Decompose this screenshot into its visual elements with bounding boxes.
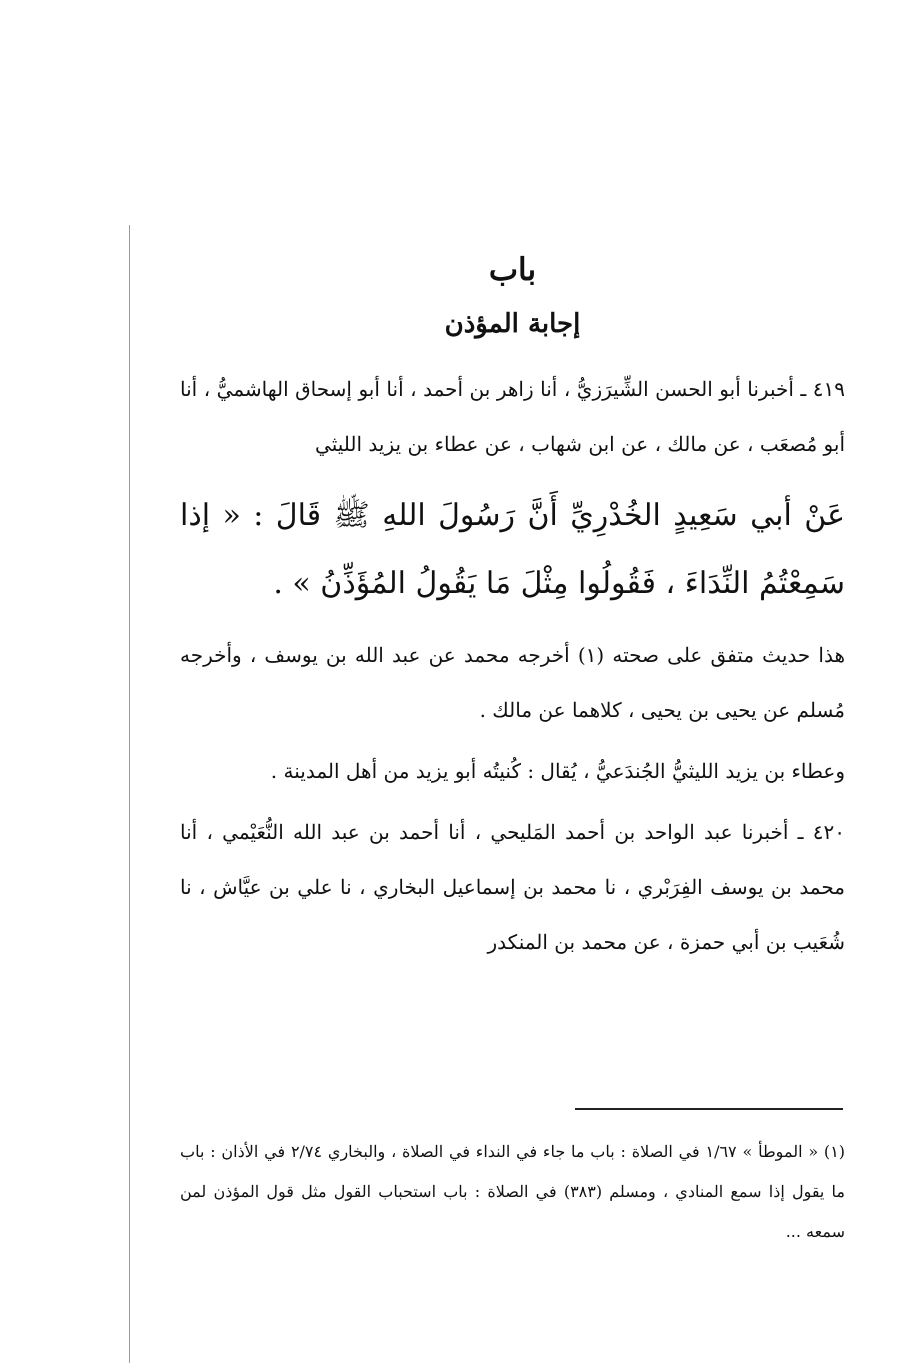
chapter-heading: باب <box>488 252 537 288</box>
hadith-text-419: عَنْ أبي سَعِيدٍ الخُدْرِيِّ أَنَّ رَسُولَ اللهِ ﷺ قَالَ : « إذا سَمِعْتُمُ النِّدَاءَ ، فَقُولُوا مِثْلَ مَا يَقُولُ المُؤَذِّنُ » . <box>180 498 845 601</box>
footnotes <box>180 1132 845 1252</box>
footnote-1: (١) « الموطأ » ١/٦٧ في الصلاة : باب ما جاء في النداء في الصلاة ، والبخاري ٢/٧٤ في الأذان : باب ما يقول إذا سمع المنادي ، ومسلم (٣٨٣) في الصلاة : باب استحباب القول مثل قول المؤذن لمن سمعه ... <box>180 1142 846 1241</box>
page-body <box>180 250 845 970</box>
commentary-paragraph-2: وعطاء بن يزيد الليثيُّ الجُندَعيُّ ، يُقال : كُنيتُه أبو يزيد من أهل المدينة . <box>270 759 845 783</box>
chapter-title: إجابة المؤذن <box>444 309 581 339</box>
isnad-420: ٤٢٠ ـ أخبرنا عبد الواحد بن أحمد المَليحي ، أنا أحمد بن عبد الله النُّعَيْمي ، أنا محمد بن يوسف الفِرَبْري ، نا محمد بن إسماعيل البخاري ، نا علي بن عيَّاش ، نا شُعَيب بن أبي حمزة ، عن محمد بن المنكدر <box>180 820 845 954</box>
commentary-paragraph-1: هذا حديث متفق على صحته (١) أخرجه محمد عن عبد الله بن يوسف ، وأخرجه مُسلم عن يحيى بن يحيى ، كلاهما عن مالك . <box>180 643 845 722</box>
footnote-separator <box>575 1108 843 1110</box>
page-gutter-line <box>129 225 130 1363</box>
isnad-419: ٤١٩ ـ أخبرنا أبو الحسن الشِّيرَزيُّ ، أنا زاهر بن أحمد ، أنا أبو إسحاق الهاشميُّ ، أنا أبو مُصعَب ، عن مالك ، عن ابن شهاب ، عن عطاء بن يزيد الليثي <box>180 377 845 456</box>
